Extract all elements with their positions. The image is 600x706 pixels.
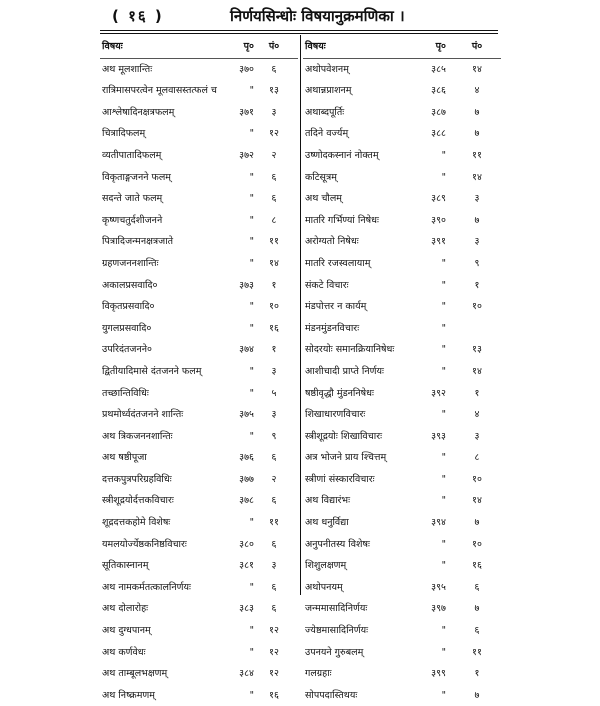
entry-line: १ <box>474 387 480 399</box>
header-rule <box>100 30 498 31</box>
index-entry <box>100 231 298 253</box>
entry-subject: स्त्रीशूद्रयोः शिखाविचारः <box>305 430 383 442</box>
entry-line: ६ <box>271 193 277 205</box>
index-entry <box>303 145 501 167</box>
entry-line: १२ <box>269 128 279 140</box>
entry-subject: स्त्रीणां संस्कारविचारः <box>305 473 375 485</box>
entry-line: १ <box>474 279 480 291</box>
entry-line: १६ <box>472 560 482 572</box>
entry-page: ३९५ <box>431 581 446 593</box>
entry-line: ६ <box>474 581 480 593</box>
entry-line: १३ <box>269 85 279 97</box>
entry-page: " <box>249 365 254 377</box>
entry-page: " <box>441 365 446 377</box>
entry-page: ३७० <box>239 63 254 75</box>
entry-line: ११ <box>472 149 482 161</box>
index-entry <box>100 361 298 383</box>
index-entry <box>100 534 298 556</box>
entry-page: " <box>441 344 446 356</box>
entry-line: ६ <box>474 625 480 637</box>
column-divider <box>300 35 301 595</box>
entry-subject: कृष्णचतुर्दशीजनने <box>102 214 163 226</box>
page-heading: पृ० <box>435 41 446 52</box>
index-entry <box>303 167 501 189</box>
entry-line: १० <box>472 301 482 313</box>
entry-line: १४ <box>472 495 482 507</box>
entry-subject: अकालप्रसवादि० <box>102 279 158 291</box>
index-entry <box>303 80 501 102</box>
entry-line: ३ <box>474 236 480 248</box>
entry-line: २ <box>271 473 277 485</box>
entry-subject: दत्तकपुत्रपरिग्रहविधिः <box>102 473 172 485</box>
entry-page: ३९९ <box>431 668 446 680</box>
entry-line: १ <box>474 668 480 680</box>
entry-line: ११ <box>269 236 279 248</box>
entry-subject: उपरिदंतजनने० <box>102 344 152 356</box>
entry-subject: विकृतप्रसवादि० <box>102 301 155 313</box>
index-entry <box>100 296 298 318</box>
entry-page: " <box>441 689 446 701</box>
index-entry <box>100 318 298 340</box>
index-entry <box>100 642 298 664</box>
entry-page: " <box>249 128 254 140</box>
entry-subject: आशीचादी प्राप्ते निर्णयः <box>305 365 384 377</box>
entry-line: १४ <box>472 63 482 75</box>
index-entry <box>303 275 501 297</box>
entry-page: ३८५ <box>431 63 446 75</box>
header-rule-double <box>100 33 498 34</box>
entry-page: ३७८ <box>239 495 254 507</box>
index-entry <box>303 426 501 448</box>
entry-line: ४ <box>474 85 480 97</box>
entry-subject: अथ त्रिकजननशान्तिः <box>102 430 173 442</box>
entry-page: ३७६ <box>239 452 254 464</box>
page-title: निर्णयसिन्धोः विषयानुक्रमणिका । <box>230 7 405 25</box>
entry-page: " <box>249 430 254 442</box>
entry-line: १३ <box>472 344 482 356</box>
entry-page: ३७५ <box>239 409 254 421</box>
index-entry <box>100 685 298 706</box>
entry-subject: पित्रादिजन्मनक्षत्रजाते <box>102 236 174 248</box>
index-entry <box>100 426 298 448</box>
entry-subject: शूद्रदत्तकहोमे विशेषः <box>102 517 171 529</box>
entry-page: ३९२ <box>431 387 446 399</box>
entry-line: ४ <box>474 409 480 421</box>
entry-subject: अथान्नप्राशनम् <box>305 85 352 97</box>
index-entry <box>303 490 501 512</box>
entry-line: १ <box>271 344 277 356</box>
index-entry <box>100 102 298 124</box>
index-entry <box>100 59 298 81</box>
entry-line: १० <box>472 538 482 550</box>
entry-subject: मातरि गर्भिण्यां निषेधः <box>305 214 379 226</box>
entry-page: " <box>441 409 446 421</box>
index-entry <box>303 469 501 491</box>
index-entry <box>303 318 501 340</box>
entry-line: ११ <box>472 646 482 658</box>
entry-subject: अथ दोलारोहः <box>102 603 149 615</box>
entry-page: " <box>249 517 254 529</box>
entry-page: " <box>249 646 254 658</box>
index-entry <box>100 490 298 512</box>
entry-line: १६ <box>269 689 279 701</box>
index-entry <box>100 577 298 599</box>
entry-page: " <box>249 387 254 399</box>
right-column-header <box>303 36 501 59</box>
entry-line: ७ <box>474 214 480 226</box>
entry-line: १२ <box>269 668 279 680</box>
entry-line: ८ <box>271 214 277 226</box>
entry-page: " <box>249 689 254 701</box>
index-entry <box>100 383 298 405</box>
entry-page: ३९३ <box>431 430 446 442</box>
entry-page: " <box>441 538 446 550</box>
entry-subject: अथ मूलशान्तिः <box>102 63 153 75</box>
entry-line: ११ <box>269 517 279 529</box>
entry-line: १० <box>472 473 482 485</box>
entry-page: ३९१ <box>431 236 446 248</box>
entry-subject: अनुपनीतस्य विशेषः <box>305 538 370 550</box>
index-entry <box>100 188 298 210</box>
entry-page: " <box>441 560 446 572</box>
entry-subject: संकटे विचारः <box>305 279 349 291</box>
entry-line: १६ <box>269 322 279 334</box>
entry-page: " <box>441 625 446 637</box>
entry-line: ३ <box>271 106 277 118</box>
index-entry <box>303 534 501 556</box>
index-entry <box>100 404 298 426</box>
entry-line: ३ <box>271 409 277 421</box>
index-entry <box>303 598 501 620</box>
entry-page: ३९७ <box>431 603 446 615</box>
index-entry <box>303 123 501 145</box>
index-entry <box>303 253 501 275</box>
entry-subject: अथ विद्यारंभः <box>305 495 351 507</box>
index-entry <box>303 188 501 210</box>
index-entry <box>100 469 298 491</box>
index-entry <box>100 80 298 102</box>
entry-page: ३७१ <box>239 106 254 118</box>
entry-line: १२ <box>269 646 279 658</box>
left-column <box>100 36 298 706</box>
entry-subject: मंडनमुंडनविचारः <box>305 322 360 334</box>
entry-page: " <box>441 322 446 334</box>
entry-line: ६ <box>271 171 277 183</box>
page-number: ( १६ ) <box>112 7 164 25</box>
entry-page: ३७३ <box>239 279 254 291</box>
index-entry <box>303 59 501 81</box>
entry-line: ३ <box>474 430 480 442</box>
entry-subject: चित्रादिफलम् <box>102 128 146 140</box>
index-entry <box>303 642 501 664</box>
entry-subject: सोदरयोः समानक्रियानिषेधः <box>305 344 395 356</box>
index-entry <box>303 663 501 685</box>
entry-subject: ज्येष्ठमासादिनिर्णयः <box>305 625 369 637</box>
entry-page: ३८९ <box>431 193 446 205</box>
index-entry <box>100 145 298 167</box>
index-entry <box>100 253 298 275</box>
index-entry <box>100 512 298 534</box>
entry-subject: अथ दुग्धपानम् <box>102 625 151 637</box>
index-entry <box>303 231 501 253</box>
entry-subject: अथ ताम्बूलभक्षणम् <box>102 668 168 680</box>
entry-subject: स्त्रीशूद्रयोर्दत्तकविचारः <box>102 495 174 507</box>
entry-subject: अथोपनयम् <box>305 581 343 593</box>
page-heading: पृ० <box>243 41 254 52</box>
index-entry <box>100 167 298 189</box>
entry-page: ३८८ <box>431 128 446 140</box>
entry-subject: विकृताङ्गजनने फलम् <box>102 171 171 183</box>
entry-page: " <box>249 581 254 593</box>
entry-line: १२ <box>269 625 279 637</box>
entry-subject: अथ षष्ठीपूजा <box>102 452 147 464</box>
entry-line: ३ <box>271 560 277 572</box>
entry-page: " <box>249 214 254 226</box>
entry-subject: अरोग्यतो निषेधः <box>305 236 359 248</box>
entry-page: " <box>441 452 446 464</box>
page-header <box>0 4 600 30</box>
entry-subject: जन्ममासादिनिर्णयः <box>305 603 368 615</box>
entry-line: ६ <box>271 495 277 507</box>
entry-subject: अथाब्दपूर्तिः <box>305 106 345 118</box>
index-entry <box>100 275 298 297</box>
entry-subject: मातरि रजस्वलायाम् <box>305 257 371 269</box>
line-heading: पं० <box>268 41 280 52</box>
entry-subject: ग्रहणजननशान्तिः <box>102 257 159 269</box>
entry-line: १४ <box>472 171 482 183</box>
entry-page: ३८३ <box>239 603 254 615</box>
entry-line: ६ <box>271 603 277 615</box>
index-entry <box>303 555 501 577</box>
entry-line: २ <box>271 149 277 161</box>
subject-heading: विषयः <box>102 41 123 52</box>
entry-subject: अथ नामकर्मतत्कालनिर्णयः <box>102 581 191 593</box>
entry-line: ३ <box>271 365 277 377</box>
entry-page: " <box>249 322 254 334</box>
entry-subject: षष्ठीवृद्धौ मुंडननिषेधः <box>305 387 374 399</box>
entry-subject: व्यतीपातादिफलम् <box>102 149 162 161</box>
entry-subject: आश्लेषादिनक्षत्रफलम् <box>102 106 175 118</box>
entry-subject: उष्णोदकस्नानं नोक्तम् <box>305 149 379 161</box>
entry-page: " <box>441 646 446 658</box>
entry-line: ७ <box>474 128 480 140</box>
entry-subject: अत्र भोजने प्राय श्चित्तम् <box>305 452 387 464</box>
entry-line: ३ <box>474 193 480 205</box>
entry-page: " <box>249 625 254 637</box>
entry-page: " <box>249 171 254 183</box>
line-heading: पं० <box>471 41 483 52</box>
entry-subject: अथ निष्क्रमणम् <box>102 689 155 701</box>
entry-subject: सूतिकास्नानम् <box>102 560 149 572</box>
entry-page: ३८७ <box>431 106 446 118</box>
entry-subject: अथ धनुर्विद्या <box>305 517 349 529</box>
subject-heading: विषयः <box>305 41 326 52</box>
index-entry <box>303 383 501 405</box>
entry-subject: रात्रिमासपरत्वेन मूलवासस्तत्फलं च <box>102 85 217 97</box>
index-entry <box>100 620 298 642</box>
entry-line: ९ <box>474 257 480 269</box>
entry-subject: द्वितीयादिमासे दंतजनने फलम् <box>102 365 202 377</box>
entry-subject: तच्छान्तिविधिः <box>102 387 149 399</box>
entry-line: ५ <box>271 387 277 399</box>
entry-subject: मंडपोत्तर न कार्यम् <box>305 301 367 313</box>
entry-page: ३७७ <box>239 473 254 485</box>
index-entry <box>303 577 501 599</box>
entry-line: १ <box>271 279 277 291</box>
entry-line: १४ <box>269 257 279 269</box>
entry-page: " <box>441 495 446 507</box>
entry-line: ६ <box>271 581 277 593</box>
entry-line: १४ <box>472 365 482 377</box>
entry-page: ३८० <box>239 538 254 550</box>
index-entry <box>303 210 501 232</box>
index-entry <box>303 339 501 361</box>
index-entry <box>303 512 501 534</box>
index-entry <box>303 361 501 383</box>
entry-page: " <box>441 473 446 485</box>
right-column <box>303 36 501 706</box>
entry-line: १० <box>269 301 279 313</box>
entry-page: ३७२ <box>239 149 254 161</box>
index-entry <box>100 123 298 145</box>
entry-line: ६ <box>271 452 277 464</box>
entry-subject: अथ कर्णवेधः <box>102 646 146 658</box>
entry-page: ३९४ <box>431 517 446 529</box>
index-entry <box>303 404 501 426</box>
entry-page: ३९० <box>431 214 446 226</box>
entry-subject: शिखाधारणविचारः <box>305 409 366 421</box>
entry-subject: कटिसूत्रम् <box>305 171 337 183</box>
entry-subject: गलग्रहाः <box>305 668 332 680</box>
index-entry <box>100 663 298 685</box>
entry-page: " <box>249 193 254 205</box>
index-entry <box>100 210 298 232</box>
entry-subject: अथोपवेशनम् <box>305 63 349 75</box>
index-entry <box>100 447 298 469</box>
entry-subject: शिशुलक्षणम् <box>305 560 347 572</box>
entry-page: ३८६ <box>431 85 446 97</box>
entry-line: ६ <box>271 63 277 75</box>
entry-line: ७ <box>474 106 480 118</box>
entry-page: " <box>249 301 254 313</box>
entry-subject: तदिने वर्ज्यम् <box>305 128 349 140</box>
entry-page: " <box>249 85 254 97</box>
entry-page: " <box>441 301 446 313</box>
entry-page: " <box>441 171 446 183</box>
entry-page: " <box>441 279 446 291</box>
entry-page: ३८१ <box>239 560 254 572</box>
index-entry <box>303 620 501 642</box>
index-entry <box>100 339 298 361</box>
entry-page: " <box>249 257 254 269</box>
entry-line: ९ <box>271 430 277 442</box>
entry-line: ६ <box>271 538 277 550</box>
index-entry <box>303 102 501 124</box>
entry-subject: सदन्ते जाते फलम् <box>102 193 163 205</box>
entry-subject: प्रथमोर्ध्वदंतजनने शान्तिः <box>102 409 184 421</box>
entry-subject: उपनयने गुरुबलम् <box>305 646 364 658</box>
entry-line: ७ <box>474 517 480 529</box>
entry-page: " <box>441 257 446 269</box>
index-entry <box>303 296 501 318</box>
entry-subject: सोपपदास्तिथयः <box>305 689 358 701</box>
index-entry <box>100 555 298 577</box>
entry-page: " <box>249 236 254 248</box>
entry-subject: यमलयोर्ज्येष्ठकनिष्ठविचारः <box>102 538 187 550</box>
entry-subject: युगलप्रसवादि० <box>102 322 152 334</box>
entry-page: " <box>441 149 446 161</box>
entry-page: ३७४ <box>239 344 254 356</box>
index-entry <box>303 685 501 706</box>
entry-subject: अथ चौलम् <box>305 193 342 205</box>
entry-line: ७ <box>474 603 480 615</box>
entry-line: ८ <box>474 452 480 464</box>
index-entry <box>100 598 298 620</box>
left-column-header <box>100 36 298 59</box>
entry-page: ३८४ <box>239 668 254 680</box>
index-entry <box>303 447 501 469</box>
entry-line: ७ <box>474 689 480 701</box>
